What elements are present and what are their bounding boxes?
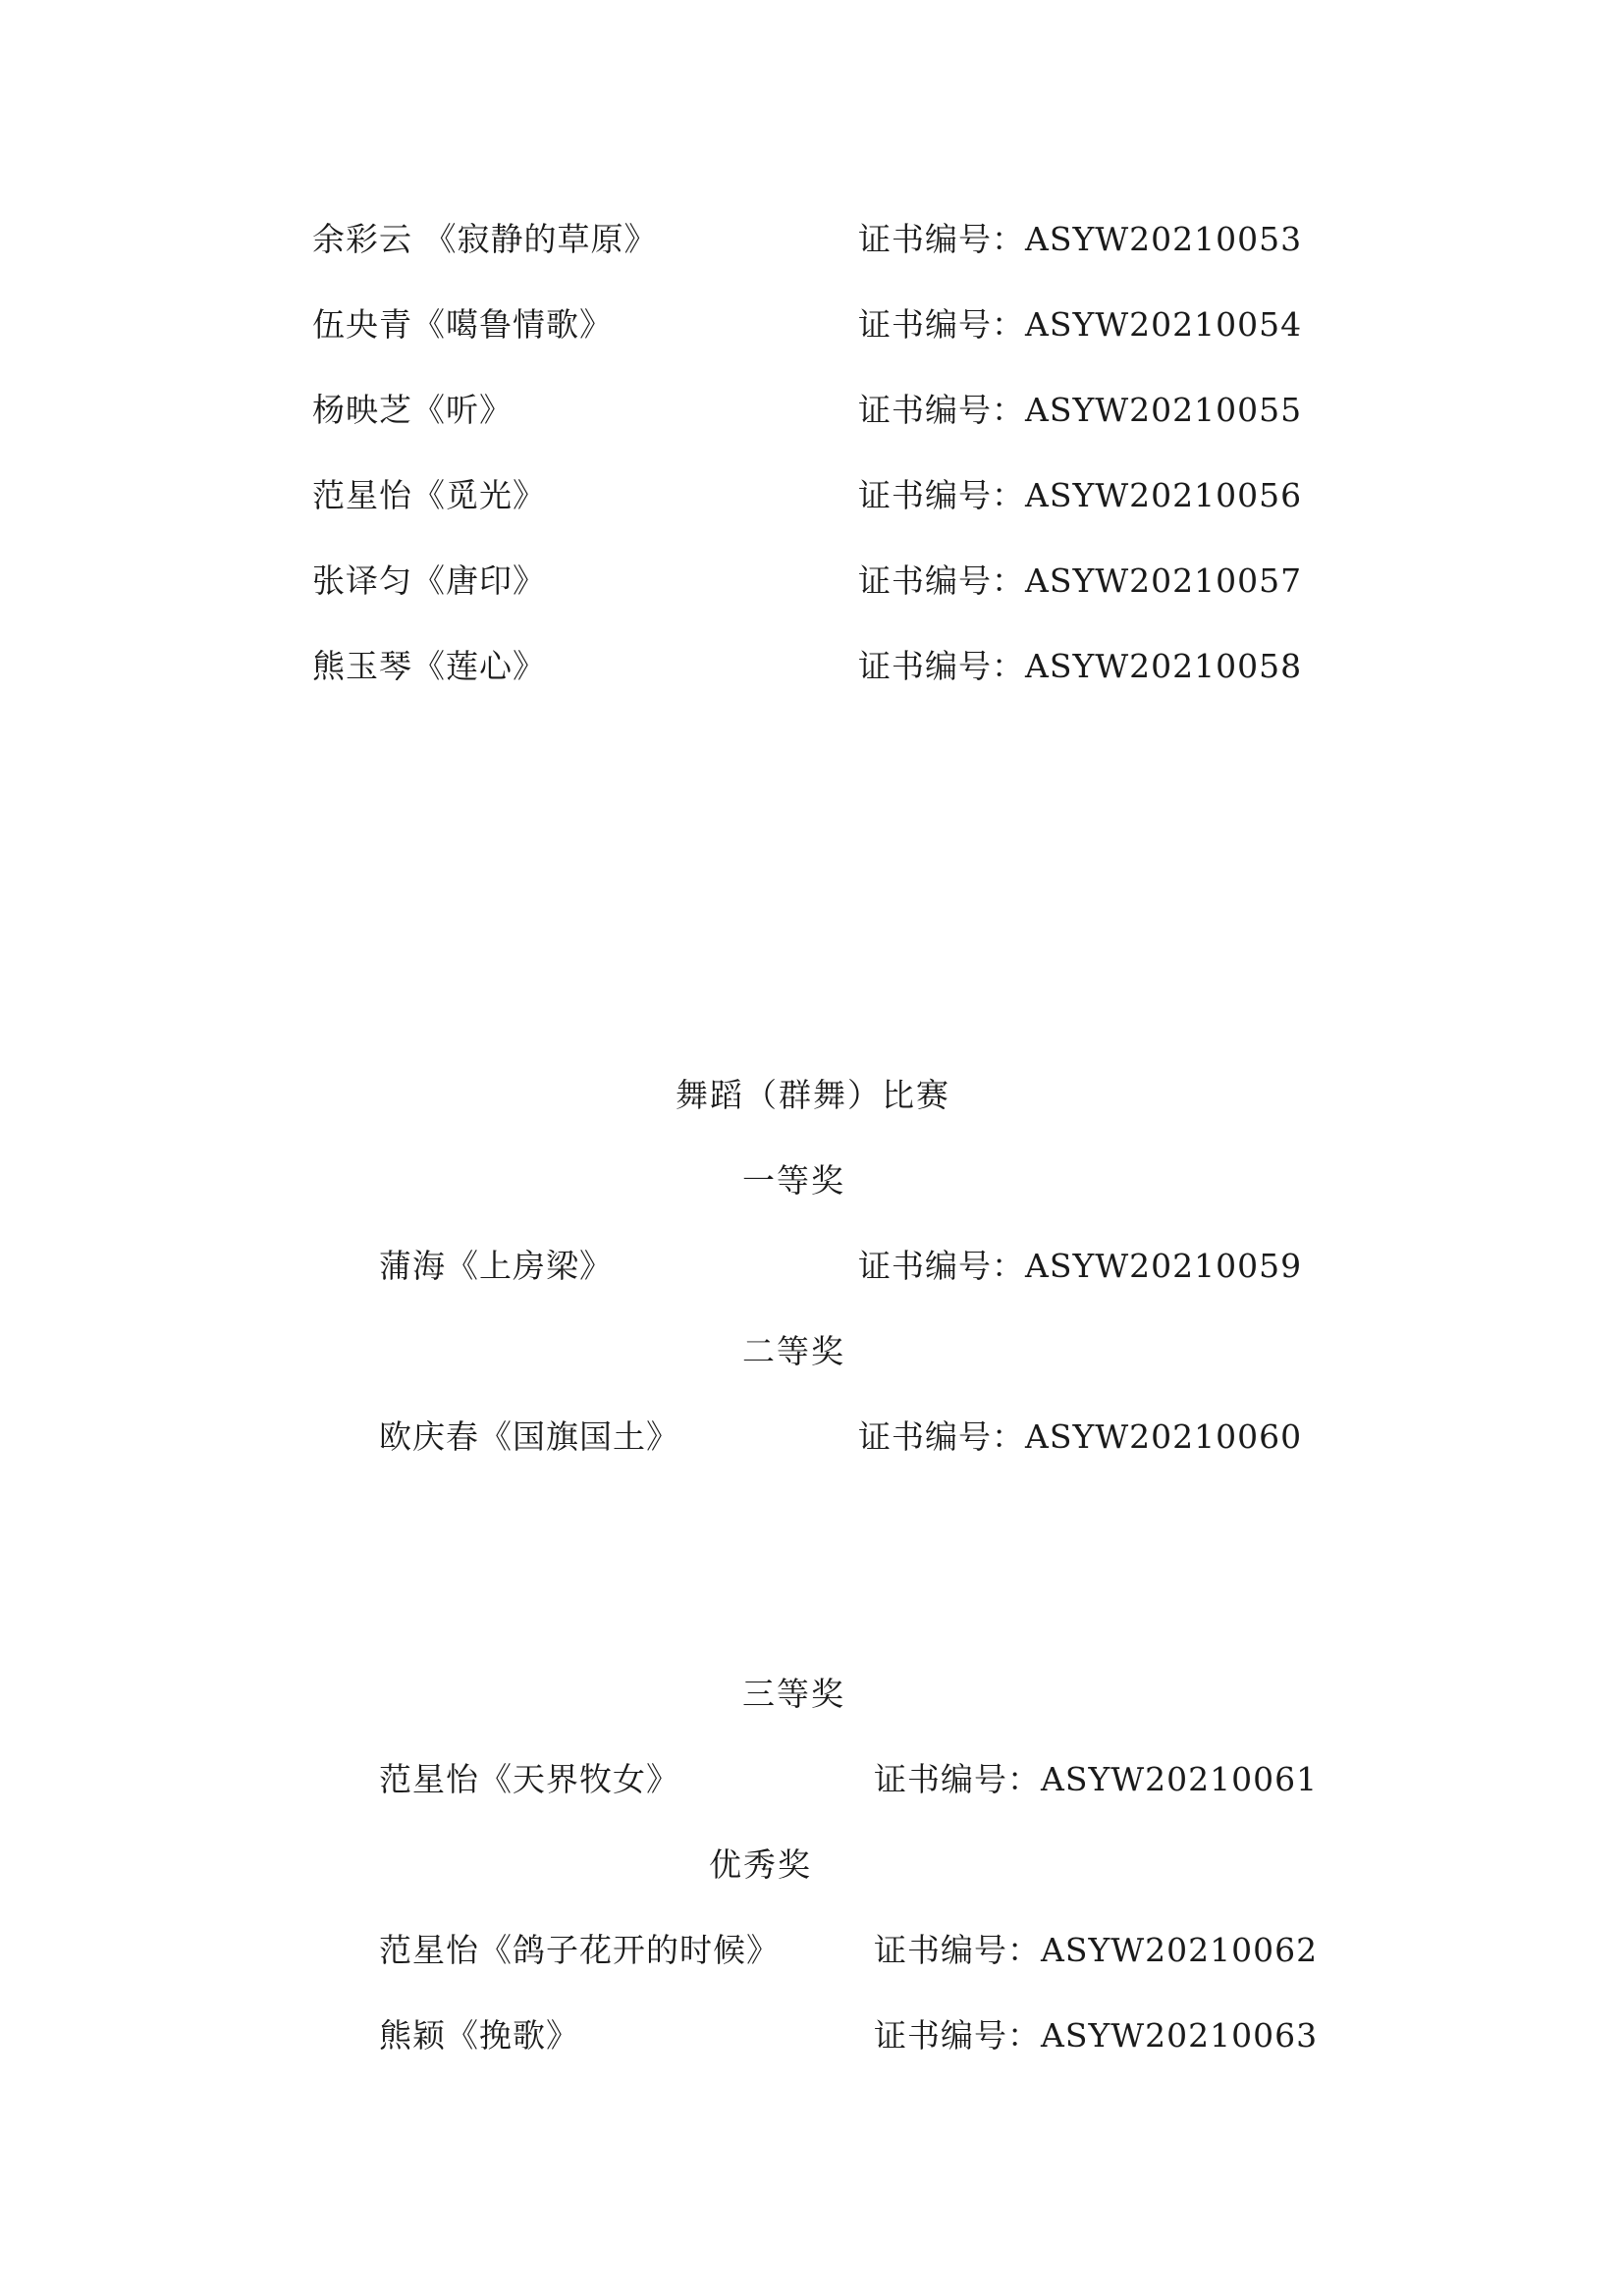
certificate-number: 证书编号：ASYW20210060 xyxy=(858,1417,1303,1456)
certificate-number: 证书编号：ASYW20210062 xyxy=(874,1931,1319,1969)
award-entry: 范星怡《鸽子花开的时候》 xyxy=(379,1931,780,1969)
certificate-number: 证书编号：ASYW20210055 xyxy=(858,391,1303,429)
award-entry: 余彩云 《寂静的草原》 xyxy=(312,220,658,258)
certificate-number: 证书编号：ASYW20210061 xyxy=(874,1760,1319,1798)
certificate-number: 证书编号：ASYW20210059 xyxy=(858,1247,1303,1285)
award-entry: 张译匀《唐印》 xyxy=(312,561,546,600)
prize-heading-excellence: 优秀奖 xyxy=(709,1845,812,1884)
award-entry: 范星怡《觅光》 xyxy=(312,476,546,514)
certificate-number: 证书编号：ASYW20210054 xyxy=(858,305,1303,344)
certificate-number: 证书编号：ASYW20210053 xyxy=(858,220,1303,258)
certificate-number: 证书编号：ASYW20210058 xyxy=(858,647,1303,685)
award-entry: 熊颖《挽歌》 xyxy=(379,2016,579,2055)
certificate-number: 证书编号：ASYW20210056 xyxy=(858,476,1303,514)
prize-heading-second: 二等奖 xyxy=(742,1332,845,1370)
section-title: 舞蹈（群舞）比赛 xyxy=(676,1076,950,1114)
award-entry: 伍央青《噶鲁情歌》 xyxy=(312,305,613,344)
prize-heading-third: 三等奖 xyxy=(742,1675,845,1713)
award-entry: 蒲海《上房梁》 xyxy=(379,1247,613,1285)
award-entry: 熊玉琴《莲心》 xyxy=(312,647,546,685)
prize-heading-first: 一等奖 xyxy=(742,1161,845,1200)
award-entry: 杨映芝《听》 xyxy=(312,391,513,429)
certificate-number: 证书编号：ASYW20210057 xyxy=(858,561,1303,600)
award-entry: 欧庆春《国旗国土》 xyxy=(379,1417,679,1456)
certificate-number: 证书编号：ASYW20210063 xyxy=(874,2016,1319,2055)
award-entry: 范星怡《天界牧女》 xyxy=(379,1760,679,1798)
